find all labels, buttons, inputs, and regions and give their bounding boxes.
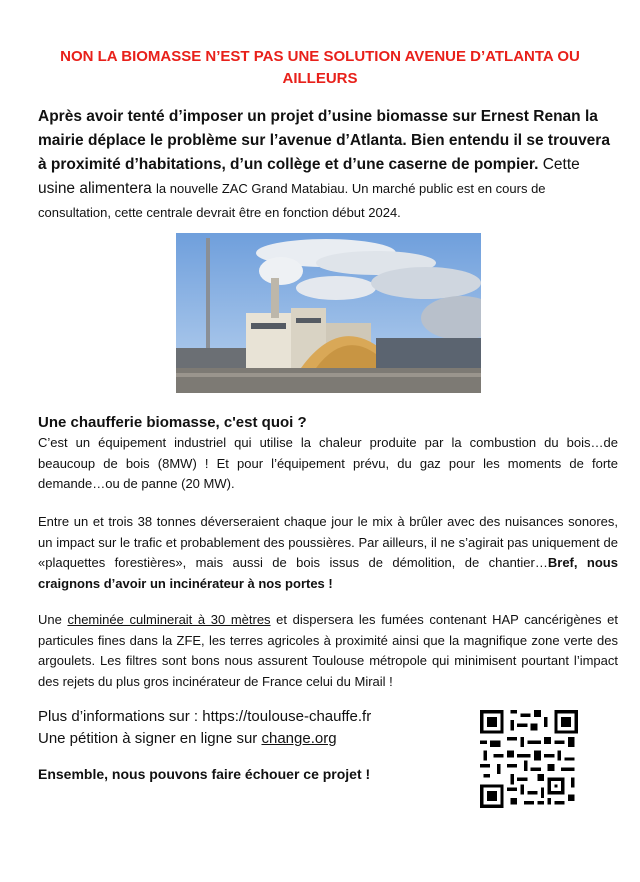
paragraph-definition: C’est un équipement industriel qui utilise la chaleur produite par la combustion du bois…de beaucoup de bois (8MW) ! Et pour l’équipement prévu, du gaz pour les moments de forte demande…ou de panne (20 MW). — [38, 435, 618, 491]
intro-bold-text: Après avoir tenté d’imposer un projet d’usine biomasse sur Ernest Renan la mairie déplace le problème sur l’avenue d’Atlanta. Bien entendu il se trouvera à proximité d’habitations, d’un collège et d’une caserne de pompier. — [38, 108, 610, 173]
nuisances-text: Entre un et trois 38 tonnes déverseraient chaque jour le mix à brûler avec des nuisances sonores, un impact sur le trafic et probablement des poussières. Par ailleurs, il ne s’agirait pas uniquement de «plaquettes forestières», mais aussi de bois issus de démolition, de chantier… — [38, 514, 618, 570]
section-heading: Une chaufferie biomasse, c'est quoi ? — [38, 414, 307, 431]
more-info-text: Plus d’informations sur : https://toulouse-chauffe.fr — [38, 708, 372, 725]
petition-prefix: Une pétition à signer en ligne sur — [38, 730, 258, 747]
petition-link[interactable]: change.org — [261, 730, 337, 747]
intro-normal-text: Cette usine alimentera — [38, 156, 580, 197]
nuisances-bold-text: Bref, nous craignons d’avoir un incinérateur à nos portes ! — [38, 555, 618, 591]
qr-code-icon[interactable] — [480, 710, 578, 808]
flyer-title: NON LA BIOMASSE N’EST PAS UNE SOLUTION AVENUE D’ATLANTA OU AILLEURS — [60, 48, 580, 87]
intro-small-text: la nouvelle ZAC Grand Matabiau. Un marché public est en cours de consultation, cette centrale devrait être en fonction début 2024. — [38, 181, 546, 220]
more-info-block — [38, 706, 371, 750]
intro-paragraph — [38, 105, 618, 225]
chimney-underlined-text: cheminée culminerait à 30 mètres — [67, 612, 271, 627]
paragraph-chimney — [38, 610, 618, 692]
paragraph-nuisances — [38, 512, 618, 594]
call-to-action: Ensemble, nous pouvons faire échouer ce projet ! — [38, 766, 371, 782]
chimney-prefix: Une — [38, 612, 62, 627]
biomass-plant-photo — [176, 233, 481, 393]
chimney-rest-text: et dispersera les fumées contenant HAP cancérigènes et particules fines dans la ZFE, les terres agricoles à proximité ainsi que la magnifique zone verte des argoulets. Les filtres sont bons nous assurent Toulouse métropole qui minimisent pourtant l’impact des rejets du plus gros incinérateur de France celui du Mirail ! — [38, 612, 618, 689]
petition-line — [38, 728, 371, 750]
